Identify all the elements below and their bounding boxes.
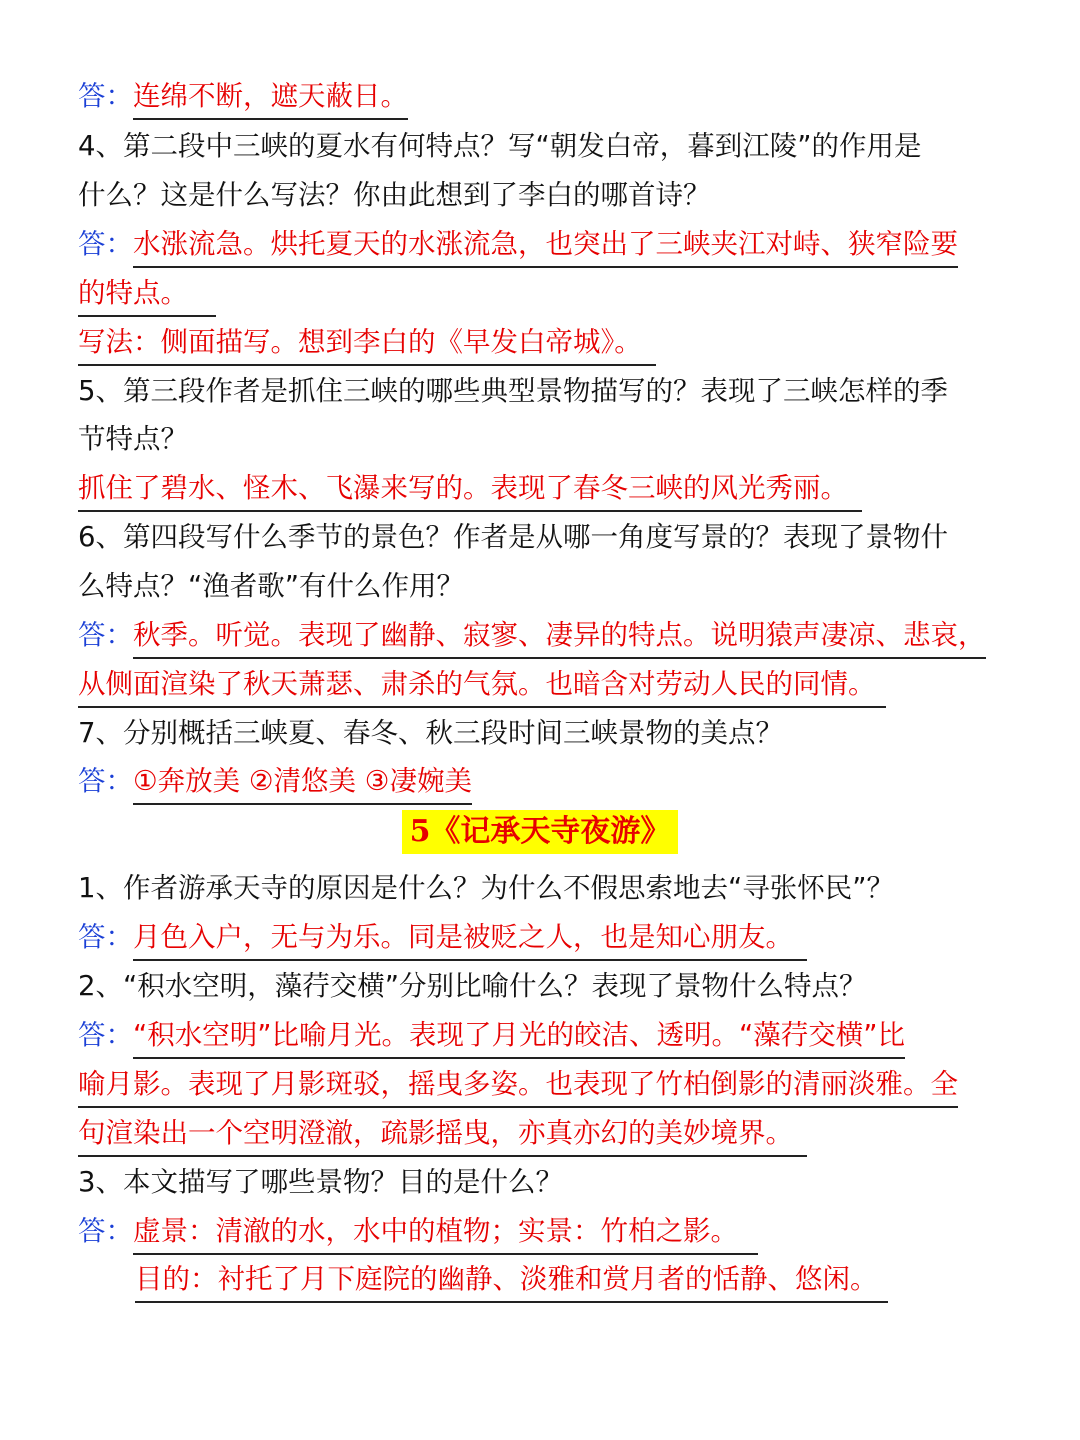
question-line: 2、“积水空明，藻荇交横”分别比喻什么？表现了景物什么特点？ [78, 970, 867, 1002]
question-line: 3、本文描写了哪些景物？目的是什么？ [78, 1166, 563, 1198]
section-title: 5《记承天寺夜游》 [402, 810, 679, 854]
answer-line [78, 220, 958, 268]
answer-text: 抓住了碧水、怪木、飞瀑来写的。表现了春冬三峡的风光秀丽。 [78, 466, 862, 512]
answer-text: 月色入户，无与为乐。同是被贬之人，也是知心朋友。 [133, 915, 807, 961]
answer-text: 从侧面渲染了秋天萧瑟、肃杀的气氛。也暗含对劳动人民的同情。 [78, 662, 886, 708]
answer-text: 句渲染出一个空明澄澈，疏影摇曳，亦真亦幻的美妙境界。 [78, 1111, 807, 1157]
answer-label: 答： [78, 228, 133, 260]
question-line: 5、第三段作者是抓住三峡的哪些典型景物描写的？表现了三峡怎样的季 [78, 375, 948, 407]
answer-text: 喻月影。表现了月影斑驳，摇曳多姿。也表现了竹柏倒影的清丽淡雅。全 [78, 1062, 958, 1108]
question-line: 么特点？“渔者歌”有什么作用？ [78, 570, 464, 602]
answer-line [78, 1207, 758, 1255]
answer-label: 答： [78, 765, 133, 797]
answer-line [78, 913, 807, 961]
answer-text: 连绵不断，遮天蔽日。 [133, 74, 408, 120]
answer-text: 写法：侧面描写。想到李白的《早发白帝城》。 [78, 320, 656, 366]
question-line: 6、第四段写什么季节的景色？作者是从哪一角度写景的？表现了景物什 [78, 521, 948, 553]
answer-text: ①奔放美 ②清悠美 ③凄婉美 [133, 759, 472, 805]
answer-label: 答： [78, 1215, 133, 1247]
answer-line [78, 757, 472, 805]
answer-line [78, 611, 986, 659]
answer-text: 虚景：清澈的水，水中的植物；实景：竹柏之影。 [133, 1209, 758, 1255]
answer-line [78, 1011, 905, 1059]
answer-label: 答： [78, 619, 133, 651]
answer-line [78, 660, 886, 708]
question-line: 1、作者游承天寺的原因是什么？为什么不假思索地去“寻张怀民”？ [78, 872, 894, 904]
section-title-wrap [0, 810, 1080, 854]
answer-label: 答： [78, 1019, 133, 1051]
answer-line [78, 1109, 807, 1157]
question-line: 4、第二段中三峡的夏水有何特点？写“朝发白帝，暮到江陵”的作用是 [78, 130, 922, 162]
answer-line [78, 269, 216, 317]
question-line: 什么？这是什么写法？你由此想到了李白的哪首诗？ [78, 179, 711, 211]
answer-text: 秋季。听觉。表现了幽静、寂寥、凄异的特点。说明猿声凄凉、悲哀， [133, 613, 986, 659]
answer-text: 目的：衬托了月下庭院的幽静、淡雅和赏月者的恬静、悠闲。 [135, 1257, 888, 1303]
answer-label: 答： [78, 921, 133, 953]
answer-label: 答： [78, 80, 133, 112]
answer-line [78, 318, 656, 366]
answer-text: “积水空明”比喻月光。表现了月光的皎洁、透明。“藻荇交横”比 [133, 1013, 905, 1059]
answer-line [78, 464, 862, 512]
answer-text: 的特点。 [78, 271, 216, 317]
answer-line [78, 1060, 958, 1108]
answer-line [135, 1255, 888, 1303]
answer-text: 水涨流急。烘托夏天的水涨流急，也突出了三峡夹江对峙、狭窄险要 [133, 222, 958, 268]
answer-line [78, 72, 408, 120]
question-line: 7、分别概括三峡夏、春冬、秋三段时间三峡景物的美点？ [78, 717, 783, 749]
question-line: 节特点？ [78, 423, 188, 455]
